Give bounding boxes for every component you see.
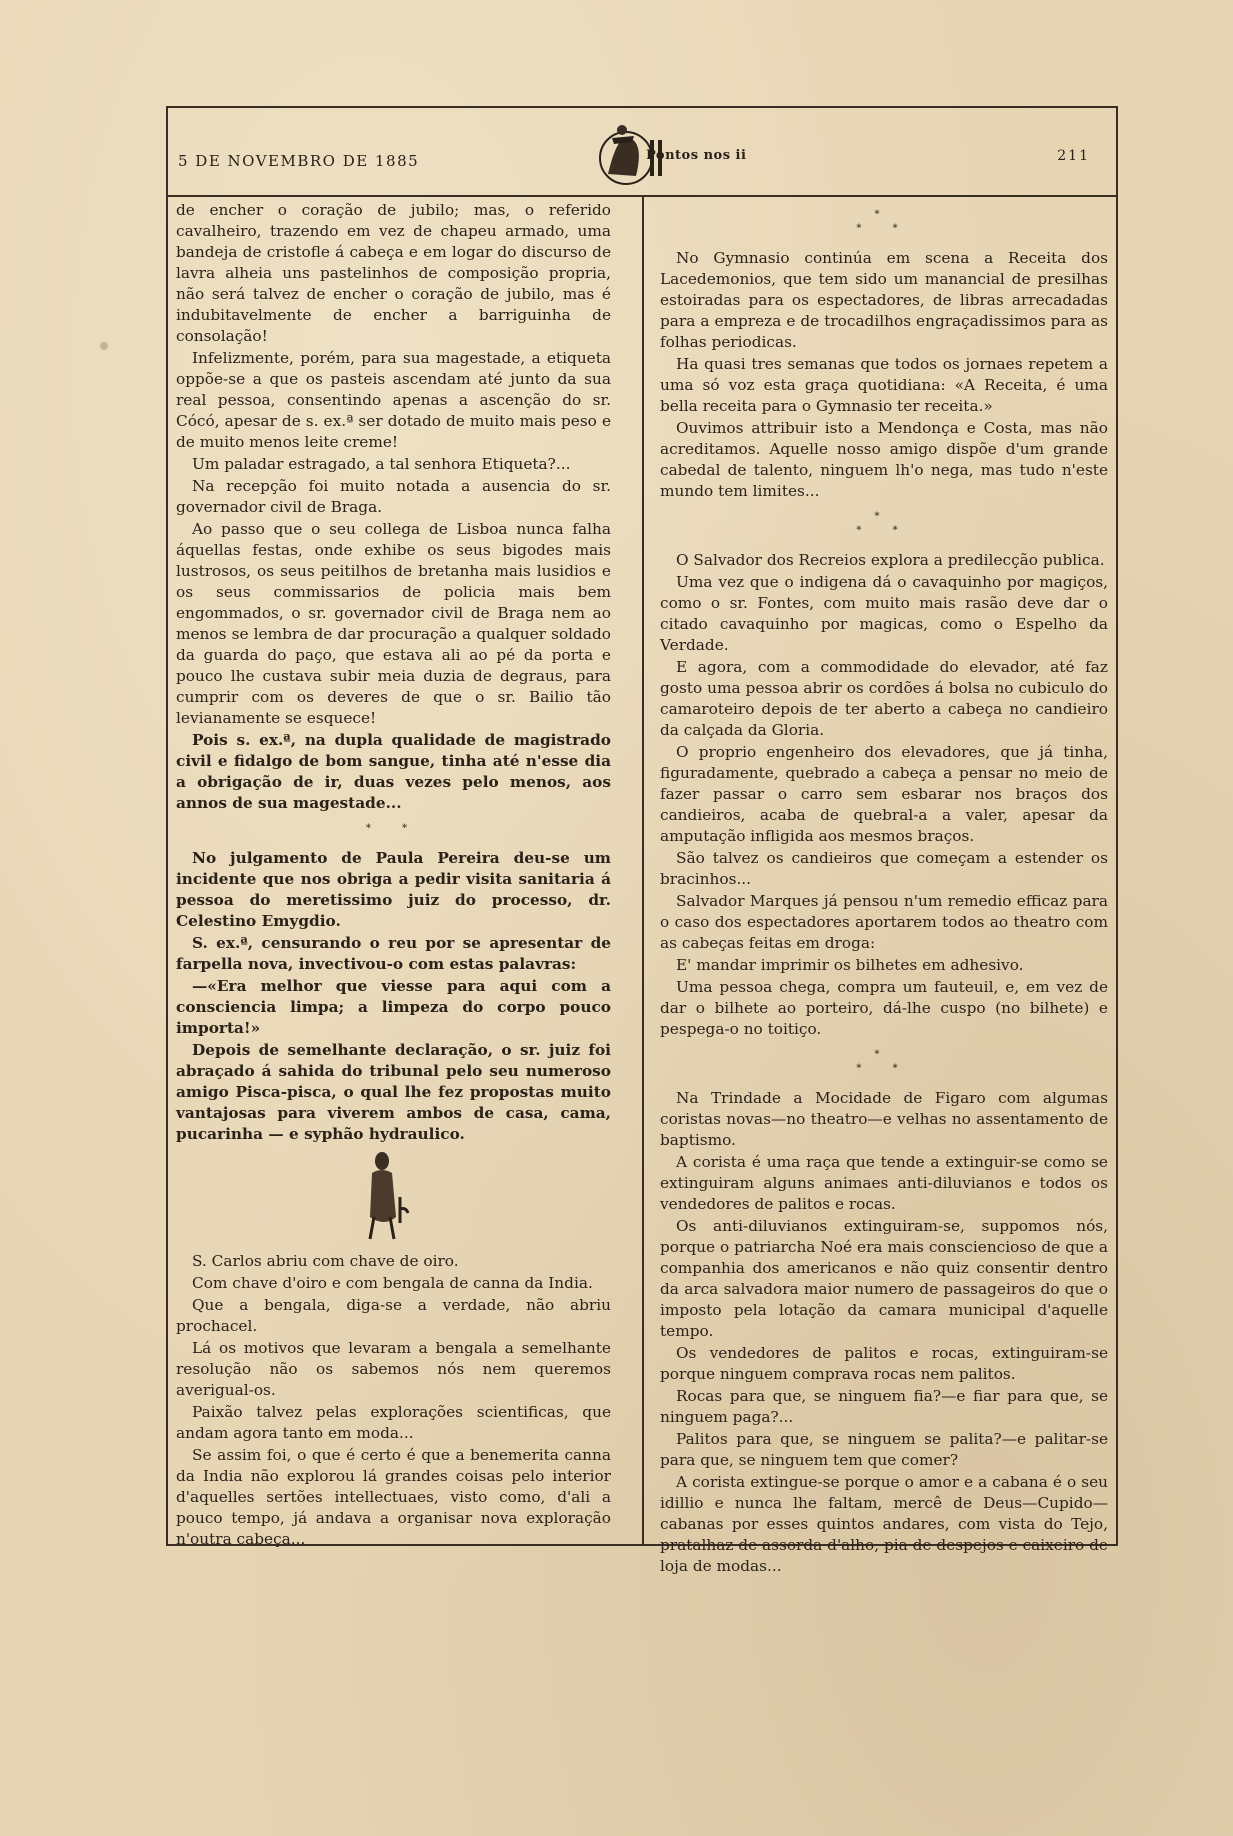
article-paragraph: O Salvador dos Recreios explora a predilecção publica. bbox=[676, 551, 1105, 569]
article-paragraph: Ha quasi tres semanas que todos os jornaes repetem a uma só voz esta graça quotidiana: «A Receita, é uma bella receita para o Gymnasio ter receita.» bbox=[660, 355, 1108, 415]
article-paragraph: Salvador Marques já pensou n'um remedio efficaz para o caso dos espectadores aportarem todos ao theatro com as cabeças feitas em droga: bbox=[660, 892, 1108, 952]
article-paragraph: Ao passo que o seu collega de Lisboa nunca falha áquellas festas, onde exhibe os seus bigodes mais lustrosos, os seus peitilhos de bretanha mais lusidios e os seus commissarios de policia mais bem engommados, o sr. governador civil de Braga nem ao menos se lembra de dar procuração a qualquer soldado da guarda do paço, que estava ali ao pé da porta e pouco lhe custava subir meia duzia de degraus, para cumprir com os deveres de que o sr. Bailio tão levianamente se esquece! bbox=[176, 520, 611, 727]
column-divider bbox=[642, 195, 644, 1546]
article-paragraph: Se assim foi, o que é certo é que a benemerita canna da India não explorou lá grandes coisas pelo interior d'aquelles sertões intellectuaes, visto como, d'ali a pouco tempo, já andava a organisar nova exploração n'outra cabeça... bbox=[176, 1446, 611, 1548]
section-separator: * * * bbox=[856, 511, 912, 536]
article-paragraph: O proprio engenheiro dos elevadores, que já tinha, figuradamente, quebrado a cabeça a pensar no meio de fazer passar o carro sem esbarar nos braços dos candieiros, acaba de quebral-a a valer, apesar da amputação infligida aos mesmos braços. bbox=[660, 743, 1108, 845]
article-paragraph: Infelizmente, porém, para sua magestade, a etiqueta oppõe-se a que os pasteis ascendam até junto da sua real pessoa, consentindo apenas a ascenção do sr. Cócó, apesar de s. ex.ª ser dotado de muito mais peso e de muito menos leite creme! bbox=[176, 349, 611, 451]
page-number: 211 bbox=[1057, 148, 1090, 164]
article-paragraph: Na recepção foi muito notada a ausencia do sr. governador civil de Braga. bbox=[176, 477, 611, 516]
right-column bbox=[660, 200, 1108, 1578]
article-paragraph: S. Carlos abriu com chave de oiro. bbox=[192, 1252, 459, 1270]
article-paragraph: E' mandar imprimir os bilhetes em adhesivo. bbox=[676, 956, 1024, 974]
article-paragraph: Depois de semelhante declaração, o sr. juiz foi abraçado á sahida do tribunal pelo seu numeroso amigo Pisca-pisca, o qual lhe fez propostas muito vantajosas para viverem ambos de casa, cama, pucarinha — e syphão hydraulico. bbox=[176, 1041, 611, 1143]
illustration-figure bbox=[176, 1147, 611, 1243]
article-paragraph: Pois s. ex.ª, na dupla qualidade de magistrado civil e fidalgo de bom sangue, tinha até n'esse dia a obrigação de ir, duas vezes pelo menos, aos annos de sua magestade... bbox=[176, 731, 611, 812]
section-separator: * * * bbox=[856, 1049, 912, 1074]
section-separator: * * bbox=[365, 823, 422, 834]
article-paragraph: Paixão talvez pelas explorações scientificas, que andam agora tanto em moda... bbox=[176, 1403, 611, 1442]
section-separator: * * * bbox=[856, 209, 912, 234]
article-paragraph: Na Trindade a Mocidade de Figaro com algumas coristas novas—no theatro—e velhas no assentamento de baptismo. bbox=[660, 1089, 1108, 1149]
masthead-title: Pontos nos ii bbox=[646, 148, 747, 163]
article-paragraph: de encher o coração de jubilo; mas, o referido cavalheiro, trazendo em vez de chapeu armado, uma bandeja de cristofle á cabeça e em logar do discurso de lavra alheia uns pastelinhos de composição propria, não será talvez de encher o coração de jubilo, mas é indubitavelmente de encher a barriguinha de consolação! bbox=[176, 201, 611, 345]
article-paragraph: Os vendedores de palitos e rocas, extinguiram-se porque ninguem comprava rocas nem palitos. bbox=[660, 1344, 1108, 1383]
article-paragraph: No julgamento de Paula Pereira deu-se um incidente que nos obriga a pedir visita sanitaria á pessoa do meretissimo juiz do processo, dr. Celestino Emygdio. bbox=[176, 849, 611, 930]
article-paragraph: No Gymnasio continúa em scena a Receita dos Lacedemonios, que tem sido um manancial de presilhas estoiradas para os espectadores, de libras arrecadadas para a empreza e de trocadilhos engraçadissimos para as folhas periodicas. bbox=[660, 249, 1108, 351]
article-paragraph: Uma vez que o indigena dá o cavaquinho por magiços, como o sr. Fontes, com muito mais rasão deve dar o citado cavaquinho por magicas, como o Espelho da Verdade. bbox=[660, 573, 1108, 654]
article-paragraph: Palitos para que, se ninguem se palita?—e palitar-se para que, se ninguem tem que comer? bbox=[660, 1430, 1108, 1469]
paper-spot bbox=[100, 342, 108, 350]
article-paragraph: A corista é uma raça que tende a extinguir-se como se extinguiram alguns animaes anti-diluvianos e todos os vendedores de palitos e rocas. bbox=[660, 1153, 1108, 1213]
article-paragraph: S. ex.ª, censurando o reu por se apresentar de farpella nova, invectivou-o com estas palavras: bbox=[176, 934, 611, 973]
figure-drawing-icon bbox=[356, 1147, 416, 1243]
article-paragraph: —«Era melhor que viesse para aqui com a consciencia limpa; a limpeza do corpo pouco importa!» bbox=[176, 977, 611, 1037]
page-frame bbox=[166, 106, 1118, 1575]
issue-date: 5 DE NOVEMBRO DE 1885 bbox=[178, 152, 420, 170]
article-paragraph: Ouvimos attribuir isto a Mendonça e Costa, mas não acreditamos. Aquelle nosso amigo dispõe d'um grande cabedal de talento, ninguem lh'o nega, mas tudo n'este mundo tem limites... bbox=[660, 419, 1108, 500]
article-paragraph: A corista extingue-se porque o amor e a cabana é o seu idillio e nunca lhe faltam, mercê de Deus—Cupido—cabanas por esses quintos andares, com vista do Tejo, pratalhaz de assorda d'alho, pia de despejos e caixeiro de loja de modas... bbox=[660, 1473, 1108, 1575]
left-column bbox=[176, 200, 611, 1551]
article-paragraph: Com chave d'oiro e com bengala de canna da India. bbox=[192, 1274, 593, 1292]
article-paragraph: E agora, com a commodidade do elevador, até faz gosto uma pessoa abrir os cordões á bolsa no cubiculo do camaroteiro depois de ter aberto a cabeça no candieiro da calçada da Gloria. bbox=[660, 658, 1108, 739]
article-paragraph: Lá os motivos que levaram a bengala a semelhante resolução não os sabemos nós nem queremos averigual-os. bbox=[176, 1339, 611, 1399]
article-paragraph: Que a bengala, diga-se a verdade, não abriu prochacel. bbox=[176, 1296, 611, 1335]
article-paragraph: Uma pessoa chega, compra um fauteuil, e, em vez de dar o bilhete ao porteiro, dá-lhe cuspo (no bilhete) e pespega-o no toitiço. bbox=[660, 978, 1108, 1038]
article-paragraph: Os anti-diluvianos extinguiram-se, suppomos nós, porque o patriarcha Noé era mais consciencioso de que a companhia dos americanos e não quiz consentir dentro da arca salvadora maior numero de passageiros do que o imposto pela lotação da camara municipal d'aquelle tempo. bbox=[660, 1217, 1108, 1340]
page-header bbox=[168, 108, 1116, 197]
article-paragraph: Um paladar estragado, a tal senhora Etiqueta?... bbox=[192, 455, 571, 473]
article-paragraph: São talvez os candieiros que começam a estender os bracinhos... bbox=[660, 849, 1108, 888]
masthead-logo bbox=[578, 118, 748, 190]
article-paragraph: Rocas para que, se ninguem fia?—e fiar para que, se ninguem paga?... bbox=[660, 1387, 1108, 1426]
